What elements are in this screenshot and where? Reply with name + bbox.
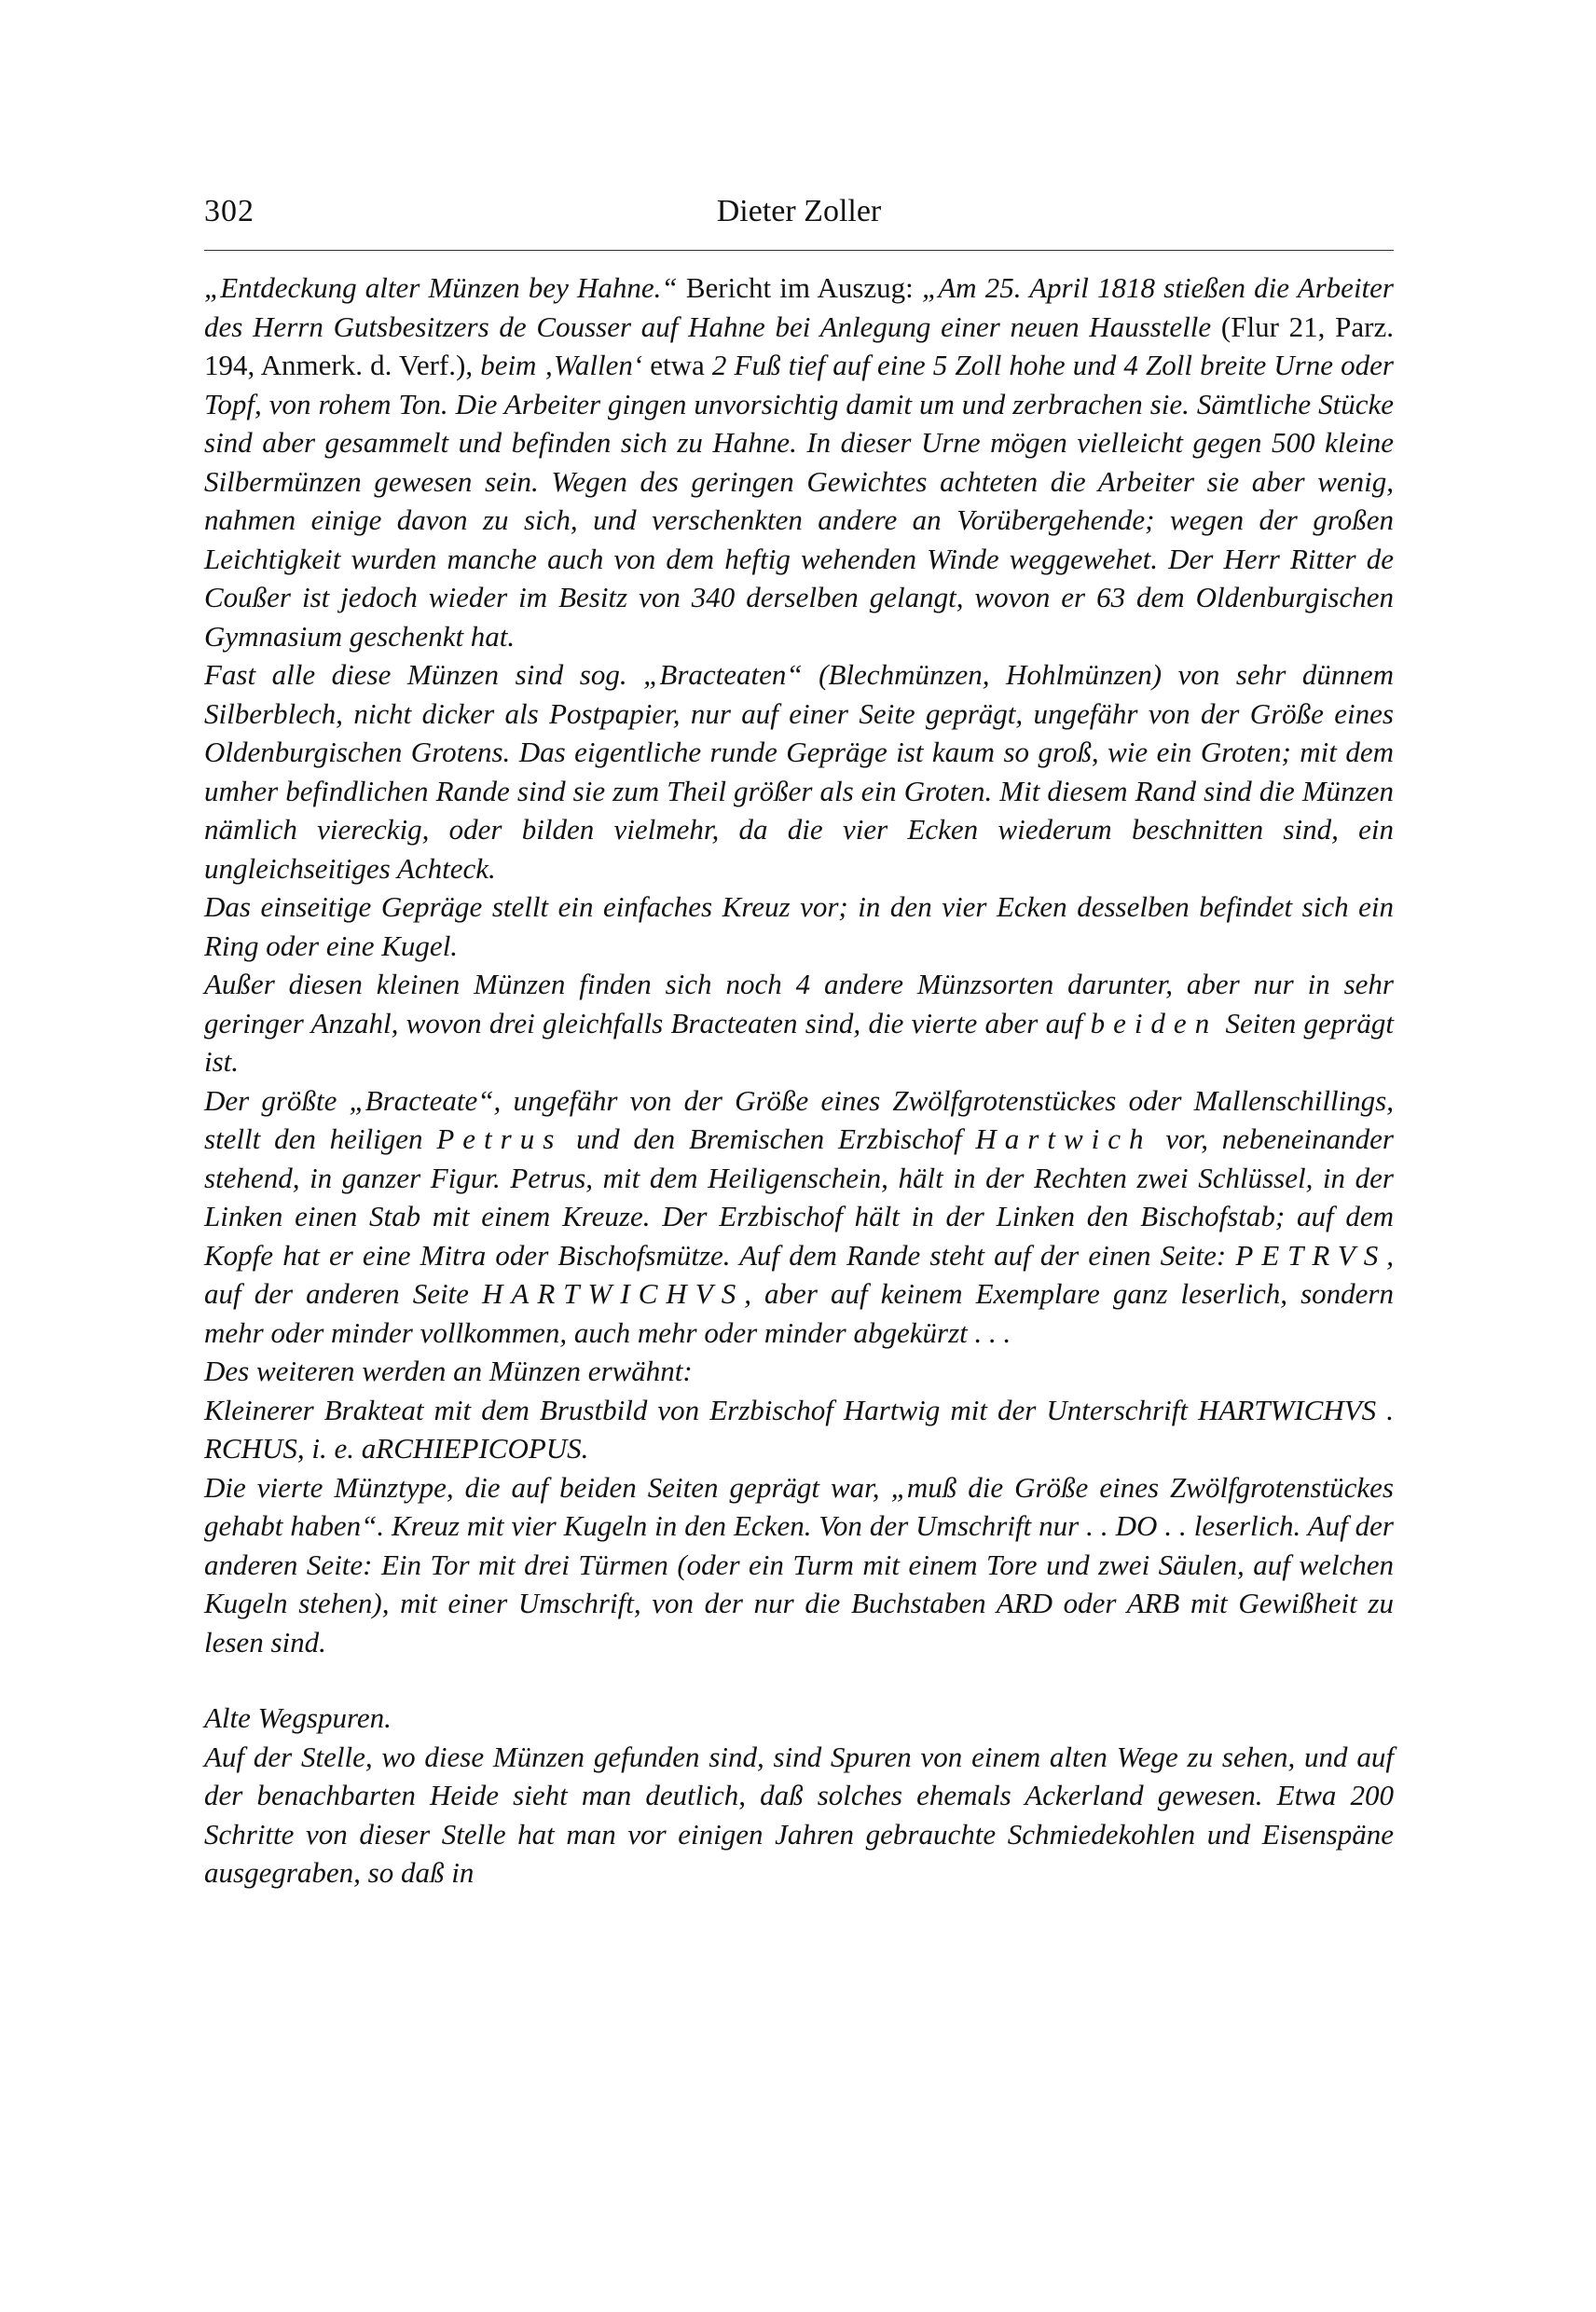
p1-upright-a: Bericht im Auszug: <box>677 271 922 304</box>
p5-legend-hartwichvs: HARTWICHVS <box>482 1277 745 1310</box>
p4-text-a: Außer diesen kleinen Münzen finden sich noch 4 andere Münzsorten darunter, aber nur in sehr geringer Anzahl, wovon drei gleichfalls Bracteaten sind, die vierte aber auf <box>204 968 1394 1039</box>
p5-legend-petrvs: PETRVS <box>1235 1238 1387 1272</box>
header-rule <box>204 250 1394 251</box>
p5-spaced-petrus: Petrus <box>436 1122 563 1155</box>
paragraph-7: Kleinerer Brakteat mit dem Brustbild von Erzbischof Hartwig mit der Unterschrift HARTWICHVS . RCHUS, i. e. aRCHIEPICOPUS. <box>204 1393 1394 1465</box>
p1-quote-b: beim ‚Wallen‘ <box>480 349 643 381</box>
paragraph-5 <box>204 1081 1394 1353</box>
running-head: Dieter Zoller <box>716 194 882 228</box>
p5-spaced-hartwich: Hartwich <box>975 1122 1152 1155</box>
paragraph-6: Des weiteren werden an Münzen erwähnt: <box>204 1355 693 1387</box>
p1-quote-title: „Entdeckung alter Münzen bey Hahne.“ <box>204 271 678 304</box>
paragraph-2: Fast alle diese Münzen sind sog. „Bracteaten“ (Blechmünzen, Hohlmünzen) von sehr dünnem Silberblech, nicht dicker als Postpapier, nur auf einer Seite geprägt, ungefähr von der Größe eines Oldenburgischen Grotens. Das eigentliche runde Gepräge ist kaum so groß, wie ein Groten; mit dem umher befindlichen Rande sind sie zum Theil größer als ein Groten. Mit diesem Rand sind die Münzen nämlich viereckig, oder bilden vielmehr, da die vier Ecken wiederum beschnitten sind, ein ungleichseitiges Achteck. <box>204 658 1394 885</box>
p5-text-b: und den Bremischen Erzbischof <box>562 1122 976 1155</box>
paragraph-8: Die vierte Münztype, die auf beiden Seiten geprägt war, „muß die Größe eines Zwölfgrotenstückes gehabt haben“. Kreuz mit vier Kugeln in den Ecken. Von der Umschrift nur . . DO . . leserlich. Auf der anderen Seite: Ein Tor mit drei Türmen (oder ein Turm mit einem Tore und zwei Säulen, auf welchen Kugeln stehen), mit einer Umschrift, von der nur die Buchstaben ARD oder ARB mit Gewißheit zu lesen sind. <box>204 1470 1394 1658</box>
p1-upright-b: (Flur 21, Parz. 194, Anmerk. d. Verf.), <box>204 310 1394 381</box>
section-heading: Alte Wegspuren. <box>204 1701 392 1734</box>
p4-spaced-beiden: beiden <box>1090 1006 1218 1039</box>
page-header <box>204 186 1394 242</box>
paragraph-4 <box>204 965 1394 1081</box>
p5-text-c: vor, nebeneinander stehend, in ganzer Figur. Petrus, mit dem Heiligenschein, hält in der Rechten zwei Schlüssel, in der Linken einen Stab mit einem Kreuze. Der Erzbischof hält in der Linken den Bischofstab; auf dem Kopfe hat er eine Mitra oder Bischofsmütze. Auf dem Rande steht auf der einen Seite: <box>204 1122 1394 1272</box>
paragraph-3: Das einseitige Gepräge stellt ein einfaches Kreuz vor; in den vier Ecken desselben befindet sich ein Ring oder eine Kugel. <box>204 890 1394 962</box>
body-text <box>204 268 1394 1892</box>
p5-text-e: , aber auf keinem Exemplare ganz leserlich, sondern mehr oder minder vollkommen, auch mehr oder minder abgekürzt . . . <box>204 1277 1394 1349</box>
p4-text-b: Seiten geprägt ist. <box>204 1006 1394 1078</box>
page-number: 302 <box>204 194 255 228</box>
paragraph-1 <box>204 268 1394 655</box>
paragraph-9: Auf der Stelle, wo diese Münzen gefunden sind, sind Spuren von einem alten Wege zu sehen, und auf der benachbarten Heide sieht man deutlich, daß solches ehemals Ackerland gewesen. Etwa 200 Schritte von dieser Stelle hat man vor einigen Jahren gebrauchte Schmiedekohlen und Eisenspäne ausgegraben, so daß in <box>204 1740 1394 1889</box>
p1-upright-c: etwa <box>642 349 712 381</box>
p1-quote-c: 2 Fuß tief auf eine 5 Zoll hohe und 4 Zoll breite Urne oder Topf, von rohem Ton. Die Arbeiter gingen unvorsichtig damit um und zerbrachen sie. Sämtliche Stücke sind aber gesammelt und befinden sich zu Hahne. In dieser Urne mögen vielleicht gegen 500 kleine Silbermünzen gewesen sein. Wegen des geringen Gewichtes achteten die Arbeiter sie aber wenig, nahmen einige davon zu sich, und verschenkten andere an Vorübergehende; wegen der großen Leichtigkeit wurden manche auch von dem heftig wehenden Winde weggewehet. Der Herr Ritter de Coußer ist jedoch wieder im Besitz von 340 derselben gelangt, wovon er 63 dem Oldenburgischen Gymnasium geschenkt hat. <box>204 349 1394 653</box>
p1-quote-a: „Am 25. April 1818 stießen die Arbeiter des Herrn Gutsbesitzers de Cousser auf Hahne bei Anlegung einer neuen Hausstelle <box>204 271 1394 343</box>
p5-text-a: Der größte „Bracteate“, ungefähr von der Größe eines Zwölfgrotenstückes oder Mallenschillings, stellt den heiligen <box>204 1083 1394 1155</box>
p5-text-d: , auf der anderen Seite <box>204 1238 1394 1310</box>
section-gap <box>204 1661 1394 1699</box>
